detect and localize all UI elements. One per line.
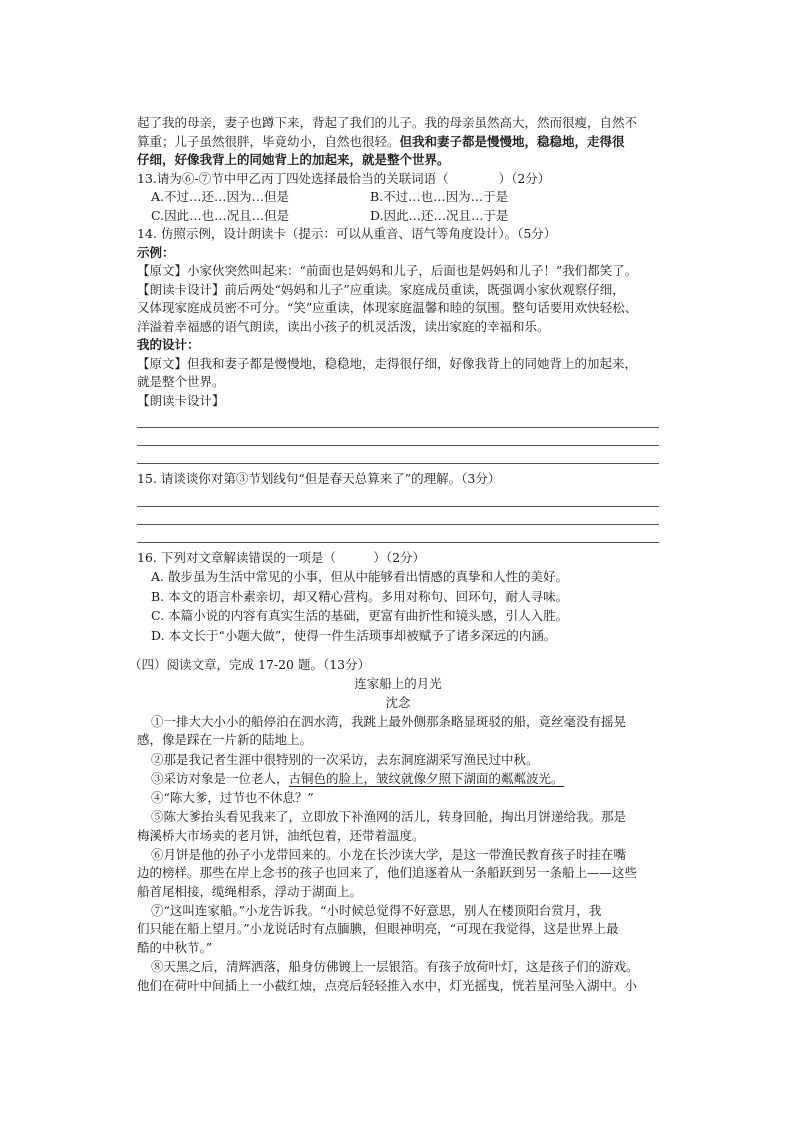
q13-option-a[interactable]: A.不过…还…因为…但是 <box>151 189 290 204</box>
article-p7-line-1: ⑦“这叫连家船。”小龙告诉我。“小时候总觉得不好意思，别人在楼顶阳台赏月，我 <box>151 903 602 919</box>
exam-page <box>129 114 659 995</box>
q16-stem: 16. 下列对文章解读错误的一项是（ ）（2分） <box>137 549 426 565</box>
intro-line-2 <box>137 133 659 152</box>
article-p6-line-2: 边的榜样。那些在岸上念书的孩子也回来了，他们追逐着从一条船跃到另一条船上——这些 <box>137 865 638 881</box>
q14-example-card-1: 【朗读卡设计】前后两处“妈妈和儿子”应重读。家庭成员重读，既强调小家伙观察仔细， <box>137 281 625 297</box>
q14-answer-line-2[interactable] <box>137 428 659 446</box>
article-p3-text: ③采访对象是一位老人， <box>151 770 289 786</box>
q15-answer-line-2[interactable] <box>137 507 659 525</box>
q13-option-d[interactable]: D.因此…还…况且…于是 <box>370 207 509 223</box>
q14-example-original: 【原文】小家伙突然叫起来：“前面也是妈妈和儿子，后面也是妈妈和儿子！”我们都笑了。 <box>137 263 638 278</box>
q13-option-b[interactable]: B.不过…也…因为…于是 <box>370 189 509 204</box>
q14-answer-line-3[interactable] <box>137 446 659 464</box>
article-p8-line-2: 他们在荷叶中间插上一小截红烛，点亮后轻轻推入水中，灯光摇曳，恍若星河坠入湖中。小 <box>137 977 638 993</box>
article-p5-line-2: 梅溪桥大市场卖的老月饼，油纸包着，还带着温度。 <box>137 827 425 843</box>
article-p1-line-2: 感，像是踩在一片新的陆地上。 <box>137 732 313 748</box>
q16-option-d[interactable]: D. 本文长于“小题大做”，使得一件生活琐事却被赋予了诸多深远的内涵。 <box>151 627 557 643</box>
article-p3-underlined: 古铜色的脸上，皱纹就像夕照下湖面的粼粼波光。 <box>288 770 564 786</box>
q13-option-c[interactable]: C.因此…也…况且…但是 <box>151 207 290 223</box>
q16-option-c[interactable]: C. 本篇小说的内容有真实生活的基础，更富有曲折性和镜头感，引人入胜。 <box>151 608 569 623</box>
q16-option-a[interactable]: A. 散步虽为生活中常见的小事，但从中能够看出情感的真挚和人性的美好。 <box>151 569 568 584</box>
q15-answer-line-1[interactable] <box>137 489 659 507</box>
article-p4: ④“陈大爹，过节也不休息？” <box>151 790 314 806</box>
q14-example-card-3: 洋溢着幸福感的语气朗读，读出小孩子的机灵活泼，读出家庭的幸福和乐。 <box>137 318 550 334</box>
q14-example-card-2: 又体现家庭成员密不可分。“笑”应重读，体现家庭温馨和睦的氛围。整句话要用欢快轻松、 <box>137 300 638 315</box>
article-p6-line-3: 船首尾相接，缆绳相系，浮动于湖面上。 <box>137 883 363 899</box>
q14-my-label: 我的设计： <box>137 337 200 352</box>
q14-stem: 14. 仿照示例，设计朗读卡（提示：可以从重音、语气等角度设计）。（5分） <box>137 226 557 241</box>
q14-my-original-2: 就是整个世界。 <box>137 374 225 389</box>
article-p7-line-3: 酷的中秋节。” <box>137 939 213 955</box>
article-p2: ②那是我记者生涯中很特别的一次采访，去东洞庭湖采写渔民过中秋。 <box>151 751 539 767</box>
intro-line-2-text: 算重；儿子虽然很胖，毕竟幼小，自然也很轻。 <box>137 133 400 149</box>
q14-answer-line-1[interactable] <box>137 410 659 428</box>
article-p8-line-1: ⑧天黑之后，清辉洒落，船身仿佛镀上一层银箔。有孩子放荷叶灯，这是孩子们的游戏。 <box>151 959 639 975</box>
article-p6-line-1: ⑥月饼是他的孙子小龙带回来的。小龙在长沙读大学，是这一带渔民教育孩子时挂在嘴 <box>151 847 627 863</box>
q14-card-label: 【朗读卡设计】 <box>137 392 225 408</box>
intro-line-3: 仔细，好像我背上的同她背上的加起来，就是整个世界。 <box>137 152 450 167</box>
section4-heading: （四）阅读文章，完成 17-20 题。（13分） <box>129 657 371 672</box>
q14-example-label: 示例： <box>137 244 175 260</box>
article-p7-line-2: 们只能在船上望月。”小龙说话时有点腼腆，但眼神明亮，“可现在我觉得，这是世界上最 <box>137 921 619 937</box>
article-p5-line-1: ⑤陈大爹抬头看见我来了，立即放下补渔网的活儿，转身回舱，掏出月饼递给我。那是 <box>151 809 627 825</box>
q15-answer-line-3[interactable] <box>137 525 659 543</box>
article-author: 沈念 <box>385 695 411 710</box>
article-p3 <box>137 769 659 788</box>
article-p1-line-1: ①一排大大小小的船停泊在泗水湾，我跳上最外侧那条略显斑驳的船，竟丝毫没有摇晃 <box>151 714 627 729</box>
q13-stem: 13.请为⑥-⑦节中甲乙丙丁四处选择最恰当的关联词语（ ）（2分） <box>137 170 551 186</box>
article-title: 连家船上的月光 <box>354 676 442 691</box>
intro-line-1: 起了我的母亲，妻子也蹲下来，背起了我们的儿子。我的母亲虽然高大，然而很瘦，自然不 <box>137 115 638 130</box>
q15-stem: 15. 请谈谈你对第③节划线句“但是春天总算来了”的理解。（3分） <box>137 471 501 486</box>
q16-option-b[interactable]: B. 本文的语言朴素亲切，却又精心营构。多用对称句、回环句，耐人寻味。 <box>151 588 569 604</box>
q13-options <box>137 188 659 225</box>
q14-my-original-1: 【原文】但我和妻子都是慢慢地，稳稳地，走得很仔细，好像我背上的同她背上的加起来， <box>137 355 638 371</box>
intro-line-2-bold: 但我和妻子都是慢慢地，稳稳地，走得很 <box>399 133 625 149</box>
